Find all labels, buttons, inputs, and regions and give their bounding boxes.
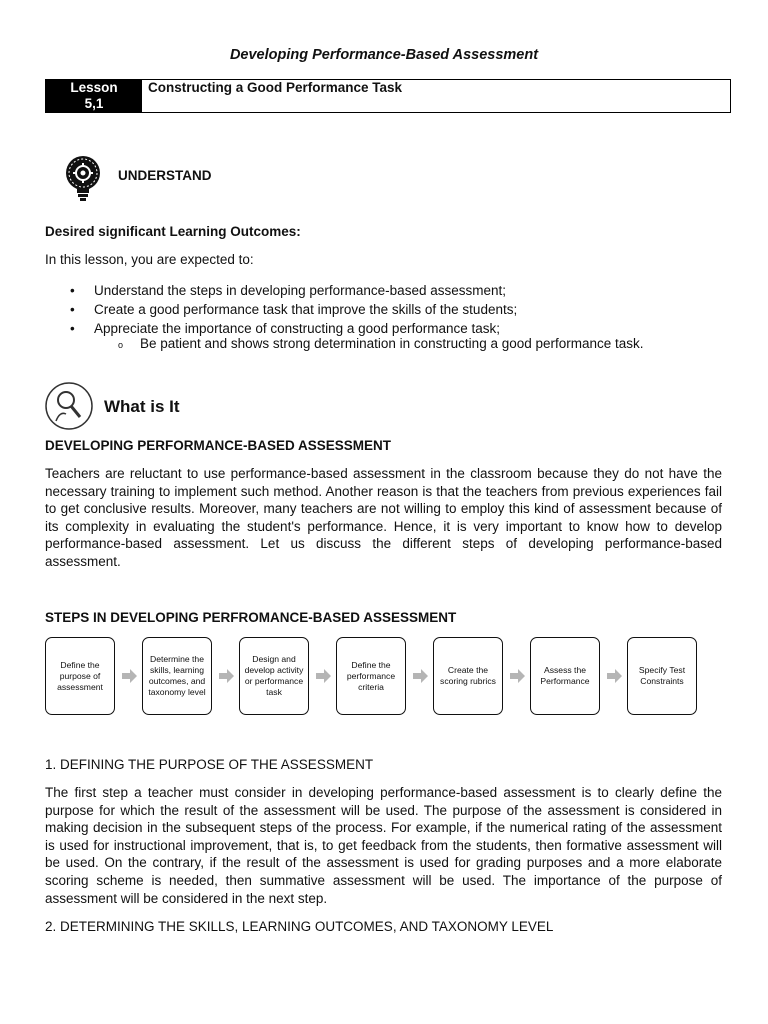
step-arrow-icon (219, 669, 234, 683)
lesson-label-line2: 5,1 (84, 96, 104, 111)
outcomes-heading: Desired significant Learning Outcomes: (45, 224, 301, 239)
lesson-title: Constructing a Good Performance Task (148, 80, 403, 95)
step-arrow-icon (413, 669, 428, 683)
list-item: • Appreciate the importance of constructing a good performance task; (70, 320, 517, 339)
lesson-number-label (46, 80, 142, 112)
section-paragraph-developing: Teachers are reluctant to use performance-based assessment in the classroom because they do not have the necessary training to implement such method. Another reason is that the teachers from previous experiences fail to get conclusive results. Moreover, many teachers are not willing to employ this kind of assessment because of its complexity in evaluating the student's performance. Hence, it is very important to know how to develop performance-based assessment. Let us discuss the different steps of developing performance-based assessment. (45, 466, 722, 569)
sub-bullet-item (118, 336, 644, 351)
what-is-it-label: What is It (104, 397, 180, 416)
sub-bullet-text: Be patient and shows strong determination in constructing a good performance task. (140, 336, 644, 351)
step-box-5: Create the scoring rubrics (433, 637, 503, 715)
step-arrow-icon (316, 669, 331, 683)
step-box-1: Define the purpose of assessment (45, 637, 115, 715)
step2-heading: 2. DETERMINING THE SKILLS, LEARNING OUTCOMES, AND TAXONOMY LEVEL (45, 919, 554, 934)
step-arrow-icon (510, 669, 525, 683)
step1-heading: 1. DEFINING THE PURPOSE OF THE ASSESSMENT (45, 757, 374, 772)
outcomes-intro: In this lesson, you are expected to: (45, 252, 254, 267)
step-box-2: Determine the skills, learning outcomes, and taxonomy level (142, 637, 212, 715)
lesson-label-line1: Lesson (70, 80, 118, 95)
step-box-3: Design and develop activity or performance task (239, 637, 309, 715)
step-box-4: Define the performance criteria (336, 637, 406, 715)
lesson-header (45, 79, 731, 113)
list-item: • Create a good performance task that improve the skills of the students; (70, 301, 517, 320)
step-arrow-icon (122, 669, 137, 683)
sub-bullet-marker: o (118, 340, 124, 350)
step-box-7: Specify Test Constraints (627, 637, 697, 715)
magnifier-icon (44, 381, 94, 431)
step1-paragraph: The first step a teacher must consider in developing performance-based assessment is to clearly define the purpose for which the result of the assessment will be used. The purpose of the assessment is considered in making decision in the subsequent steps of the process. For example, if the numerical rating of the assessment is used for instructional improvement, that is, to get feedback from the students, then formative assessment will be used. On the contrary, if the result of the assessment is used for grading purposes and a more elaborate scoring scheme is needed, then summative assessment will be used. The importance of the purpose of assessment will be considered in the next step. (45, 785, 722, 906)
lightbulb-gear-icon (60, 153, 106, 203)
steps-flowchart (45, 637, 697, 717)
section-heading-developing: DEVELOPING PERFORMANCE-BASED ASSESSMENT (45, 438, 392, 453)
step-box-6: Assess the Performance (530, 637, 600, 715)
outcomes-list (70, 282, 517, 339)
document-title: Developing Performance-Based Assessment (229, 47, 539, 63)
steps-heading: STEPS IN DEVELOPING PERFROMANCE-BASED ASSESSMENT (45, 610, 457, 625)
step-arrow-icon (607, 669, 622, 683)
list-item: • Understand the steps in developing performance-based assessment; (70, 282, 517, 301)
understand-label: UNDERSTAND (118, 168, 212, 183)
